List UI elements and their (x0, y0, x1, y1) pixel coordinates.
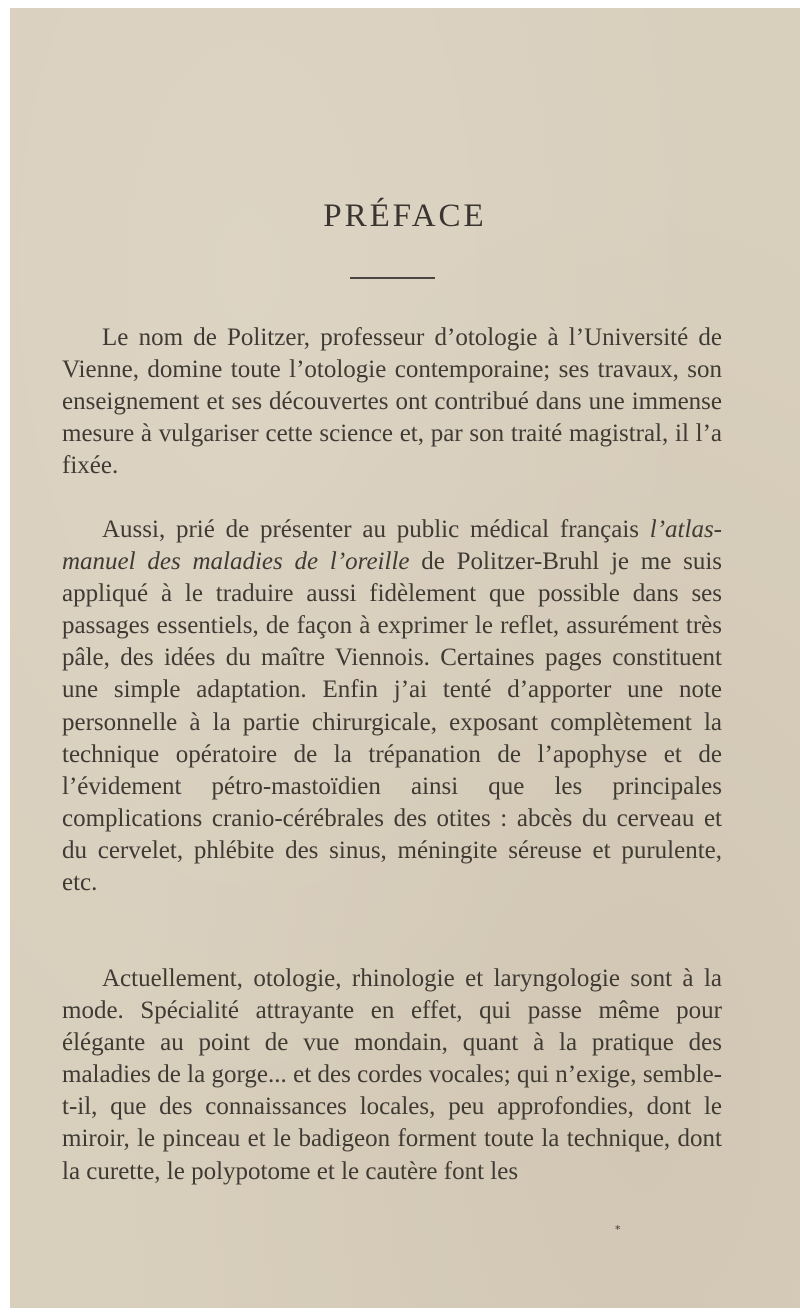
paragraph-1-text: Le nom de Politzer, professeur d’otologie à l’Université de Vienne, domine toute l’otologie contemporaine; ses travaux, son enseignement et ses découvertes ont contribué dans une immense mesure à vulgariser cette science et, par son traité magistral, il l’a fixée. (62, 324, 722, 480)
page-title: PRÉFACE (323, 198, 487, 234)
book-page (10, 8, 800, 1308)
paragraph-1 (62, 322, 722, 482)
paragraph-2-after: de Politzer-Bruhl je me suis appliqué à le traduire aussi fidèlement que possible dans ses passages essentiels, de façon à exprimer le reflet, assurément très pâle, des idées du maître Viennois. Certaines pages constituent une simple adaptation. Enfin j’ai tenté d’apporter une note personnelle à la partie chirurgicale, exposant complètement la technique opératoire de la trépanation de l’apophyse et de l’évidement pétro-mastoïdien ainsi que les principales complications cranio-cérébrales des otites : abcès du cerveau et du cervelet, phlébite des sinus, méningite séreuse et purulente, etc. (62, 548, 722, 897)
signature-mark: * (615, 1223, 621, 1236)
book-title-italic: l’atlas-manuel des maladies de l’oreille (62, 516, 722, 576)
paragraph-2 (62, 514, 722, 899)
title-divider (350, 277, 435, 279)
paragraph-3-text: Actuellement, otologie, rhinologie et laryngologie sont à la mode. Spécialité attrayante en effet, qui passe même pour élégante au point de vue mondain, quant à la pratique des maladies de la gorge... et des cordes vocales; qui n’exige, semble-t-il, que des connaissances locales, peu approfondies, dont le miroir, le pinceau et le badigeon forment toute la technique, dont la curette, le polypotome et le cautère font les (62, 965, 722, 1185)
paragraph-3 (62, 963, 722, 1188)
paragraph-2-before: Aussi, prié de présenter au public médical français (102, 516, 650, 543)
